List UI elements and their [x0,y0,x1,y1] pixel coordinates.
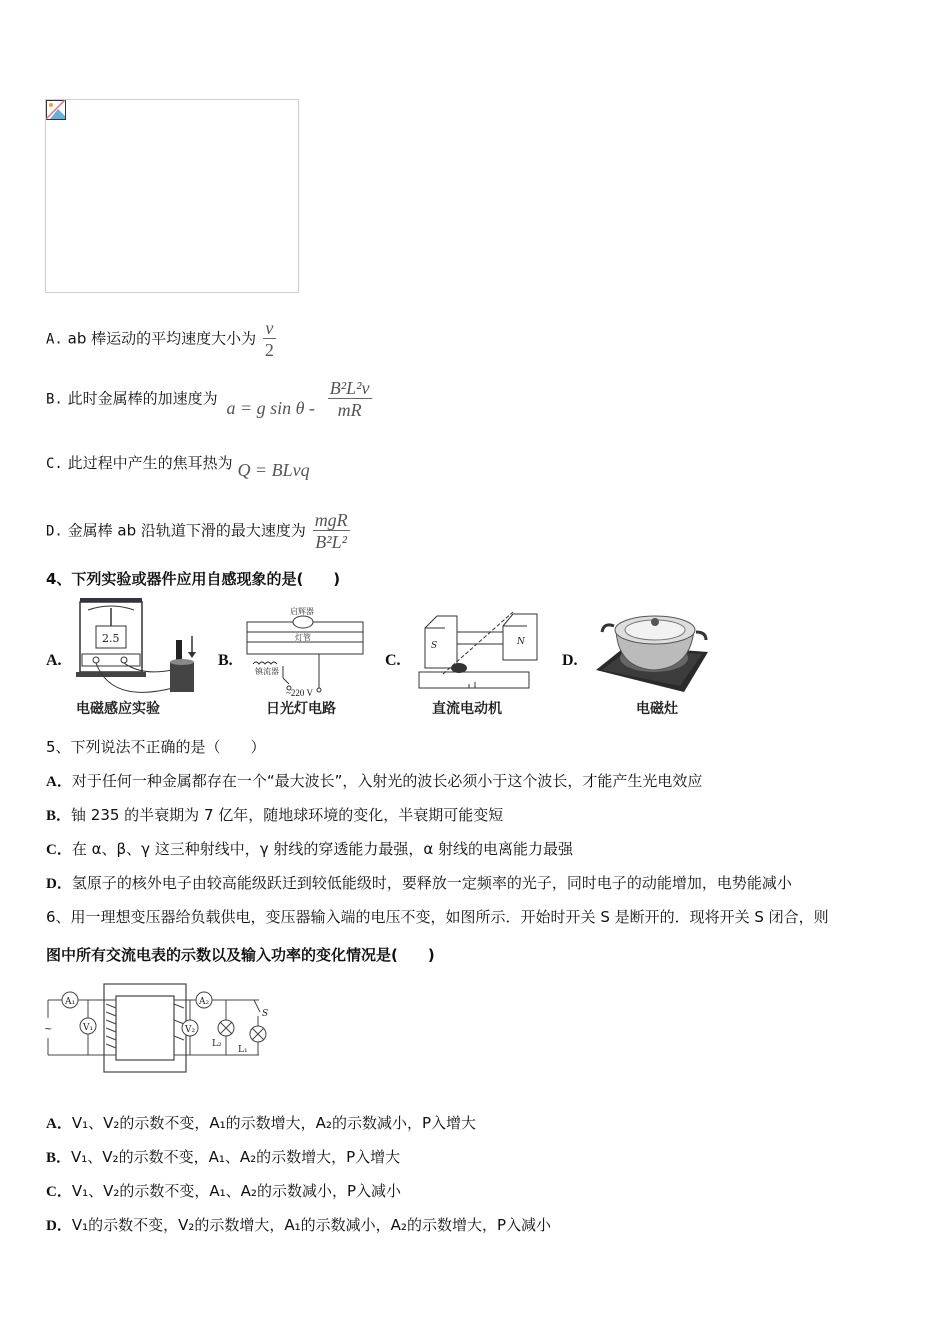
svg-text:灯管: 灯管 [295,633,311,642]
q5-option-c [46,838,573,859]
broken-image-placeholder [45,99,299,293]
q3-option-d [46,510,350,553]
option-label: B． [46,1150,72,1166]
q4-figure-b-caption: 日光灯电路 [266,701,336,717]
q6-option-b [46,1146,400,1167]
option-label: C. [46,456,63,472]
option-text: V₁、V₂的示数不变，A₁的示数增大，A₂的示数减小，P入增大 [71,1114,476,1132]
svg-text:A₁: A₁ [65,997,76,1007]
induction-cooker-figure [592,608,712,696]
svg-text:~: ~ [44,1024,53,1035]
q5-option-a [46,770,702,791]
q4-figure-d-label: D. [562,652,578,669]
formula-fraction: $\frac{\text{B²L²v}}{mR}$ [329,378,370,420]
q4-stem: 4、下列实验或器件应用自感现象的是( ) [46,570,341,588]
q3-option-a [46,318,276,361]
q4-figure-a-caption: 电磁感应实验 [76,701,160,717]
option-text: ab 棒运动的平均速度大小为 [67,329,257,348]
svg-text:2.5: 2.5 [102,632,120,645]
galvanometer-coil-figure [72,596,202,696]
option-text: 铀 235 的半衰期为 7 亿年，随地球环境的变化，半衰期可能变短 [71,806,504,824]
formula-v-over-2: $\frac{v}{2}$ [264,318,274,360]
q4-figure-b-label: B. [218,652,233,669]
option-label: C． [46,1184,72,1200]
svg-text:L₁: L₁ [238,1045,248,1055]
option-label: C． [46,842,72,858]
svg-text:V₂: V₂ [185,1025,196,1035]
option-label: B． [46,808,72,824]
svg-text:N: N [517,637,525,647]
q4-figure-d-caption: 电磁灶 [636,701,678,717]
option-text: 金属棒 ab 沿轨道下滑的最大速度为 [67,521,306,540]
formula-q: Q = BLvq [237,460,310,480]
svg-text:V₁: V₁ [83,1023,94,1033]
svg-text:启辉器: 启辉器 [290,607,314,616]
option-text: V₁的示数不变，V₂的示数增大，A₁的示数减小，A₂的示数增大，P入减小 [71,1216,551,1234]
option-text: 此过程中产生的焦耳热为 [67,454,233,472]
dc-motor-figure [413,604,548,694]
option-text: 此时金属棒的加速度为 [67,389,218,408]
broken-image-icon [46,100,66,120]
q4-figure-c-label: C. [385,652,401,669]
q5-stem: 5、下列说法不正确的是（ ） [46,738,266,756]
q6-option-c [46,1180,401,1201]
svg-text:L₂: L₂ [212,1039,222,1049]
svg-text:S: S [431,641,438,651]
option-text: 对于任何一种金属都存在一个“最大波长”，入射光的波长必须小于这个波长，才能产生光电效应 [71,772,703,790]
option-label: A. [46,331,63,348]
transformer-circuit-diagram [44,980,284,1075]
formula-prefix: a = g sin θ - [226,397,315,418]
option-label: D. [46,523,63,540]
q6-option-a [46,1112,476,1133]
option-text: V₁、V₂的示数不变，A₁、A₂的示数增大，P入增大 [71,1148,401,1166]
q6-stem-line1: 6、用一理想变压器给负载供电，变压器输入端的电压不变，如图所示．开始时开关 S 是断开的．现将开关 S 闭合，则 [46,908,829,926]
q3-option-c [46,452,310,480]
option-label: A． [46,774,72,790]
option-text: V₁、V₂的示数不变，A₁、A₂的示数减小，P入减小 [71,1182,401,1200]
option-text: 氢原子的核外电子由较高能级跃迁到较低能级时，要释放一定频率的光子，同时电子的动能增加，电势能减小 [71,874,792,892]
option-label: B. [46,391,63,408]
svg-text:S: S [262,1009,269,1019]
q5-option-b [46,804,503,825]
formula-fraction: $\frac{\text{mgR}}{\text{B²L²}}$ [314,510,348,552]
fluorescent-lamp-circuit-figure [243,604,368,696]
q4-figure-a-label: A. [46,652,62,669]
svg-text:镇流器: 镇流器 [255,667,279,676]
q6-stem-line2: 图中所有交流电表的示数以及输入功率的变化情况是( ) [46,946,435,964]
voltage-label: ~220 V [286,688,313,698]
option-text: 在 α、β、γ 这三种射线中，γ 射线的穿透能力最强，α 射线的电离能力最强 [71,840,574,858]
q5-option-d [46,872,792,893]
q6-option-d [46,1214,551,1235]
q3-option-b [46,378,372,421]
option-label: D． [46,1218,72,1234]
q4-figure-c-caption: 直流电动机 [432,701,502,717]
svg-text:A₂: A₂ [199,997,210,1007]
option-label: D． [46,876,72,892]
option-label: A． [46,1116,72,1132]
